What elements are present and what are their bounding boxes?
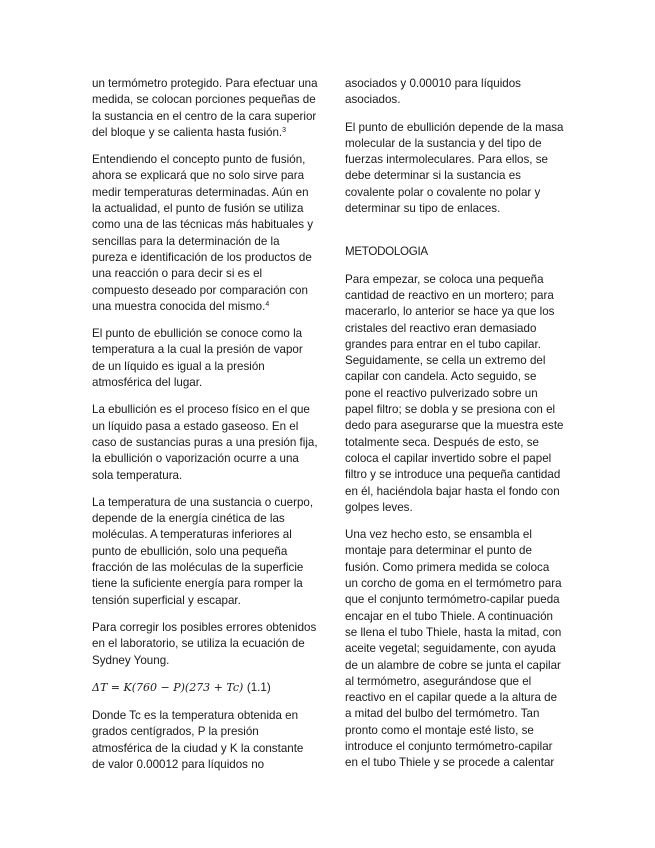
footnote-ref-3: 3 bbox=[282, 126, 287, 134]
equation-number: (1.1) bbox=[246, 680, 271, 694]
paragraph-fusion-concept: Entendiendo el concepto punto de fusión, ahora se explicará que no solo sirve para medir temperaturas determinadas. Aún en la actualidad, el punto de fusión se utiliza como una de las técnicas más habituales y sencillas para la determinación de la pureza e identificación de los productos de una reacción o para decir si es el compuesto deseado por comparación con una muestra conocida del mismo.$^4$ bbox=[92, 153, 314, 313]
paragraph-correction: Para corregir los posibles errores obtenidos en el laboratorio, se utiliza la ecuación de Sydney Young. bbox=[92, 620, 317, 667]
paragraph-thiele-assembly: Una vez hecho esto, se ensambla el montaje para determinar el punto de fusión. Como primera medida se coloca un corcho de goma en el termómetro para que el conjunto termómetro-capilar pueda encajar en el tubo Thiele. A continuación se llena el tubo Thiele, hasta la mitad, con aceite vegetal; seguidamente, con ayuda de un alambre de cobre se junta el capilar al termómetro, asegurándose que el reactivo en el capilar quede a la altura de a mitad del bulbo del termómetro. Tan pronto como el montaje esté listo, se introduce el conjunto termómetro-capilar en el tubo Thiele y se procede a calentar bbox=[345, 528, 562, 770]
paragraph-temperature: La temperatura de una sustancia o cuerpo, depende de la energía cinética de las moléculas. A temperaturas inferiores al punto de ebullición, solo una pequeña fracción de las moléculas de la superficie tiene la suficiente energía para romper la tensión superficial y escapar. bbox=[92, 495, 314, 607]
right-column bbox=[345, 76, 565, 783]
footnote-ref-4: 4 bbox=[265, 300, 270, 308]
paragraph-sample-preparation: Para empezar, se coloca una pequeña cantidad de reactivo en un mortero; para macerarlo, lo anterior se hace ya que los cristales del reactivo eran demasiado grandes para entrar en el tubo capilar. Seguidamente, se cella un extremo del capilar con candela. Acto seguido, se pone el reactivo pulverizado sobre un papel filtro; se dobla y se presiona con el dedo para asegurarse que la muestra este totalmente seca. Después de esto, se coloca el capilar invertido sobre el papel filtro y se introduce una pequeña cantidad en él, haciéndola bajar hasta el fondo con golpes leves. bbox=[345, 272, 564, 514]
equation-sydney-young: ΔT = K(760 − P)(273 + Tc) (1.1) bbox=[92, 680, 271, 694]
paragraph-fusion-method: un termómetro protegido. Para efectuar una medida, se colocan porciones pequeñas de la sustancia en el centro de la cara superior del bloque y se calienta hasta fusión.$^3$ bbox=[92, 77, 318, 139]
paragraph-molecular-mass: El punto de ebullición depende de la masa molecular de la sustancia y del tipo de fuerzas intermoleculares. Para ellos, se debe determinar si la sustancia es covalente polar o covalente no polar y determinar su tipo de enlaces. bbox=[345, 120, 564, 216]
paragraph-boiling-process: La ebullición es el proceso físico en el que un líquido pasa a estado gaseoso. En el caso de sustancias puras a una presión fija, la ebullición o vaporización ocurre a una sola temperatura. bbox=[92, 403, 318, 482]
paragraph-associated-liquids: asociados y 0.00010 para líquidos asociados. bbox=[345, 77, 521, 107]
paragraph-boiling-point: El punto de ebullición se conoce como la temperatura a la cual la presión de vapor de un líquido es igual a la presión atmosférica del lugar. bbox=[92, 327, 303, 390]
section-heading-metodologia: METODOLOGIA bbox=[345, 245, 428, 259]
left-column bbox=[92, 76, 318, 784]
paragraph-equation-legend: Donde Tc es la temperatura obtenida en grados centígrados, P la presión atmosférica de la ciudad y K la constante de valor 0.00012 para líquidos no bbox=[92, 709, 304, 771]
